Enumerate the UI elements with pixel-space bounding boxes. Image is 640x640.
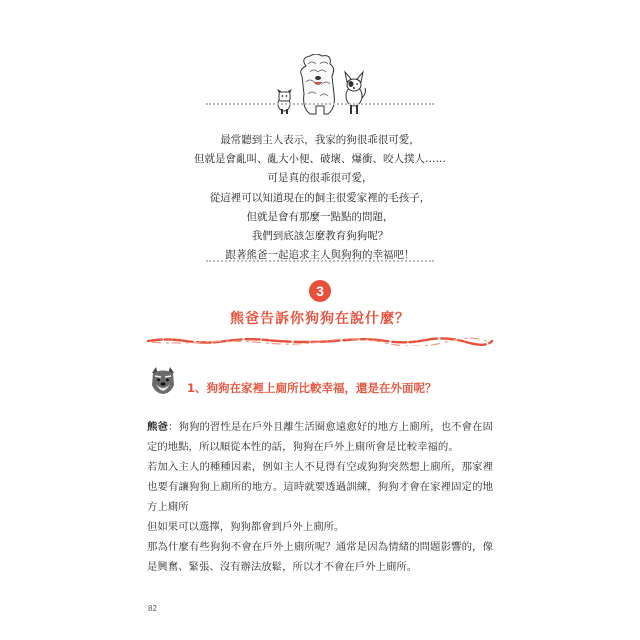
speaker-name: 熊爸 (147, 421, 168, 433)
intro-line: 跟著熊爸一起追求主人與狗狗的幸福吧！ (225, 249, 415, 262)
answer-body (147, 417, 493, 577)
intro-line: 我們到底該怎麼教育狗狗呢？ (251, 230, 389, 243)
answer-paragraph: 那為什麼有些狗狗不會在戶外上廁所呢？通常是因為情緒的問題影響的，像是興奮、緊張、沒有辦法放鬆，所以才不會在戶外上廁所。 (147, 541, 493, 573)
intro-line: 從這裡可以知道現在的飼主很愛家裡的毛孩子， (209, 191, 431, 204)
schnauzer-dog-icon (147, 365, 179, 397)
question-heading: 1、狗狗在家裡上廁所比較幸福，還是在外面呢？ (187, 381, 437, 395)
answer-paragraph: 但如果可以選擇，狗狗都會到戶外上廁所。 (147, 521, 345, 533)
intro-line: 但就是會有那麼一點點的問題， (246, 210, 394, 223)
top-dotted-divider (206, 103, 434, 105)
bull-terrier-icon (345, 72, 366, 114)
paragraph-text: ：狗狗的習性是在戶外且離生活圈愈遠愈好的地方上廁所，也不會在固定的地點，所以順從本性的話，狗狗在戶外上廁所會是比較幸福的。 (147, 421, 494, 453)
page-number: 82 (148, 604, 157, 613)
intro-line: 可是真的很乖很可愛， (267, 172, 373, 185)
intro-line: 但就是會亂叫、亂大小便、破壞、爆衝、咬人撲人…… (194, 153, 446, 166)
intro-line: 最常聽到主人表示，我家的狗很乖很可愛， (220, 134, 420, 146)
answer-paragraph: 若加入主人的種種因素，例如主人不見得有空或狗狗突然想上廁所，那家裡也要有讓狗狗上廁所的地方。這時就要透過訓練，狗狗才會在家裡固定的地方上廁所 (147, 461, 493, 513)
red-brush-divider (146, 336, 494, 346)
bottom-dotted-divider (206, 260, 434, 262)
sheepdog-icon (301, 54, 335, 114)
dogs-illustration (270, 54, 370, 120)
chapter-number-badge: 3 (309, 280, 331, 302)
answer-paragraph (147, 417, 493, 457)
intro-paragraph (160, 131, 480, 265)
small-dog-icon (277, 89, 292, 114)
chapter-title: 熊爸告訴你狗狗在說什麼？ (230, 311, 410, 327)
